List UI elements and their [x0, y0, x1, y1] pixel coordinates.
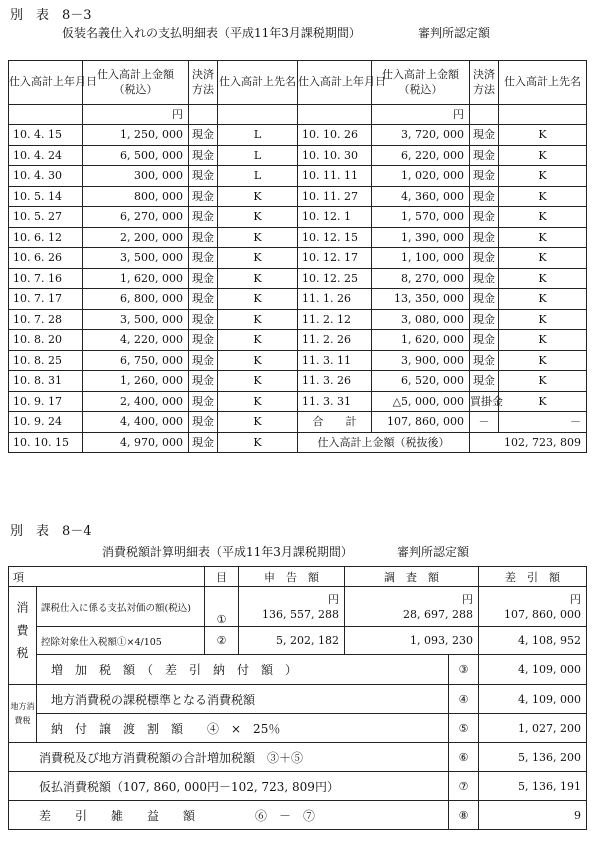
header-vendor: 仕入高計上先名 [218, 61, 298, 105]
row2-shinkoku: 5, 202, 182 [239, 627, 345, 655]
row2-sabiki: 4, 108, 952 [479, 627, 587, 655]
amount-cell: 6, 750, 000 [83, 350, 189, 371]
header-method: 決済 方法 [189, 61, 218, 105]
total-label: 合 計 [298, 412, 372, 433]
amount-cell: 4, 220, 000 [83, 330, 189, 351]
vendor-cell: L [218, 125, 298, 146]
amount-cell: 300, 000 [83, 166, 189, 187]
side-label-shohizei: 消費税 [9, 587, 37, 685]
payment-method-cell: 現金 [470, 330, 499, 351]
header-item: 項 [9, 567, 205, 587]
payment-method-cell: 現金 [470, 309, 499, 330]
table-row [9, 330, 587, 351]
row5-sabiki: 1, 027, 200 [479, 714, 587, 743]
vendor-cell: K [218, 391, 298, 412]
note-8-3: 審判所認定額 [418, 26, 491, 40]
row1-sabiki: 円 107, 860, 000 [479, 587, 587, 627]
date-cell: 10. 12. 17 [298, 248, 372, 269]
unit-yen: 円 [372, 105, 470, 125]
amount-cell: 4, 400, 000 [83, 412, 189, 433]
unit-row [9, 105, 587, 125]
amount-cell: 1, 390, 000 [372, 227, 470, 248]
vendor-cell: K [499, 391, 587, 412]
section-label-8-3: 別 表 8－3 [10, 8, 92, 23]
payment-method-cell: 現金 [470, 166, 499, 187]
header-date: 仕入高計上年月日 [9, 61, 83, 105]
payment-method-cell: 現金 [470, 186, 499, 207]
payment-method-cell: 現金 [189, 268, 218, 289]
header-vendor: 仕入高計上先名 [499, 61, 587, 105]
table-row [9, 248, 587, 269]
amount-cell: 1, 620, 000 [372, 330, 470, 351]
side-label-chiho: 地方消費税 [9, 685, 37, 743]
amount-cell: 800, 000 [83, 186, 189, 207]
payment-method-cell: 現金 [189, 186, 218, 207]
table-row [9, 186, 587, 207]
date-cell: 10. 5. 27 [9, 207, 83, 228]
header-date: 仕入高計上年月日 [298, 61, 372, 105]
amount-cell: 1, 620, 000 [83, 268, 189, 289]
date-cell: 10. 11. 11 [298, 166, 372, 187]
total-amount: 107, 860, 000 [372, 412, 470, 433]
row5-label: 納 付 譲 渡 割 額 ④ × 25％ [37, 714, 449, 743]
amount-cell: 1, 250, 000 [83, 125, 189, 146]
amount-cell: 13, 350, 000 [372, 289, 470, 310]
net-amount-row [9, 432, 587, 453]
date-cell: 10. 8. 25 [9, 350, 83, 371]
row7-label: 仮払消費税額（107, 860, 000円－102, 723, 809円） [9, 772, 449, 801]
header-method: 決済 方法 [470, 61, 499, 105]
row3-label: 増 加 税 額 （ 差 引 納 付 額 ） [37, 655, 449, 685]
date-cell: 10. 9. 17 [9, 391, 83, 412]
row6-num: ⑥ [449, 743, 479, 772]
amount-cell: 6, 220, 000 [372, 145, 470, 166]
vendor-cell: L [218, 166, 298, 187]
vendor-cell: K [499, 350, 587, 371]
date-cell: 10. 10. 30 [298, 145, 372, 166]
date-cell: 10. 4. 15 [9, 125, 83, 146]
date-cell: 10. 10. 15 [9, 432, 83, 453]
payment-method-cell: 現金 [189, 412, 218, 433]
header-shinkoku: 申 告 額 [239, 567, 345, 587]
table-row [9, 268, 587, 289]
net-amount-label: 仕入高計上金額（税抜後） [298, 432, 470, 453]
payment-method-cell: 現金 [189, 227, 218, 248]
row3-sabiki: 4, 109, 000 [479, 655, 587, 685]
amount-cell: 4, 360, 000 [372, 186, 470, 207]
total-method-dash: － [470, 412, 499, 433]
amount-cell: 3, 500, 000 [83, 309, 189, 330]
payment-method-cell: 買掛金 [470, 391, 499, 412]
payment-method-cell: 現金 [189, 125, 218, 146]
row4-sabiki: 4, 109, 000 [479, 685, 587, 714]
amount-cell: 6, 800, 000 [83, 289, 189, 310]
amount-cell: 1, 570, 000 [372, 207, 470, 228]
payment-method-cell: 現金 [470, 145, 499, 166]
consumption-tax-table [8, 566, 587, 830]
header-sabiki: 差 引 額 [479, 567, 587, 587]
amount-cell: 1, 100, 000 [372, 248, 470, 269]
table-row [9, 145, 587, 166]
row2-label: 控除対象仕入税額①×4/105 [37, 627, 205, 655]
table-row [9, 207, 587, 228]
amount-cell: 2, 400, 000 [83, 391, 189, 412]
amount-cell: 3, 900, 000 [372, 350, 470, 371]
row4-label: 地方消費税の課税標準となる消費税額 [37, 685, 449, 714]
vendor-cell: K [218, 432, 298, 453]
amount-cell: 2, 200, 000 [83, 227, 189, 248]
section-label-8-4: 別 表 8－4 [10, 524, 92, 539]
table-row [9, 289, 587, 310]
row6-sabiki: 5, 136, 200 [479, 743, 587, 772]
payment-method-cell: 現金 [470, 350, 499, 371]
table-row [9, 350, 587, 371]
vendor-cell: K [218, 289, 298, 310]
total-vendor-dash: － [499, 412, 587, 433]
row2-num: ② [205, 627, 239, 655]
date-cell: 11. 2. 12 [298, 309, 372, 330]
vendor-cell: K [499, 227, 587, 248]
row6-label: 消費税及び地方消費税額の合計増加税額 ③＋⑤ [9, 743, 449, 772]
row7-num: ⑦ [449, 772, 479, 801]
payment-method-cell: 現金 [189, 330, 218, 351]
date-cell: 10. 11. 27 [298, 186, 372, 207]
row2-chosa: 1, 093, 230 [345, 627, 479, 655]
header-amount: 仕入高計上金額 （税込） [372, 61, 470, 105]
amount-cell: 3, 080, 000 [372, 309, 470, 330]
row7-sabiki: 5, 136, 191 [479, 772, 587, 801]
payment-method-cell: 現金 [189, 391, 218, 412]
date-cell: 10. 7. 16 [9, 268, 83, 289]
vendor-cell: K [499, 145, 587, 166]
payment-method-cell: 現金 [189, 166, 218, 187]
vendor-cell: K [499, 186, 587, 207]
vendor-cell: K [499, 125, 587, 146]
date-cell: 10. 5. 14 [9, 186, 83, 207]
amount-cell: 8, 270, 000 [372, 268, 470, 289]
amount-cell: 6, 270, 000 [83, 207, 189, 228]
date-cell: 10. 10. 26 [298, 125, 372, 146]
date-cell: 11. 3. 11 [298, 350, 372, 371]
date-cell: 10. 4. 24 [9, 145, 83, 166]
payment-method-cell: 現金 [470, 248, 499, 269]
row1-chosa: 円 28, 697, 288 [345, 587, 479, 627]
row5-num: ⑤ [449, 714, 479, 743]
payment-method-cell: 現金 [470, 371, 499, 392]
vendor-cell: K [499, 166, 587, 187]
row8-sabiki: 9 [479, 801, 587, 830]
header-amount: 仕入高計上金額 （税込） [83, 61, 189, 105]
note-8-4: 審判所認定額 [397, 545, 470, 559]
payment-method-cell: 現金 [189, 145, 218, 166]
payment-method-cell: 現金 [470, 289, 499, 310]
payment-method-cell: 現金 [470, 268, 499, 289]
payment-method-cell: 現金 [189, 350, 218, 371]
header-moku: 目 [205, 567, 239, 587]
payment-method-cell: 現金 [189, 248, 218, 269]
vendor-cell: K [218, 309, 298, 330]
table-row [9, 371, 587, 392]
payment-method-cell: 現金 [470, 227, 499, 248]
date-cell: 11. 1. 26 [298, 289, 372, 310]
vendor-cell: K [218, 268, 298, 289]
payment-method-cell: 現金 [189, 289, 218, 310]
purchase-payment-table [8, 60, 587, 453]
vendor-cell: K [218, 412, 298, 433]
amount-cell: 1, 260, 000 [83, 371, 189, 392]
amount-cell: 1, 020, 000 [372, 166, 470, 187]
amount-cell: 3, 720, 000 [372, 125, 470, 146]
table-row [9, 309, 587, 330]
vendor-cell: K [218, 227, 298, 248]
row1-shinkoku: 円 136, 557, 288 [239, 587, 345, 627]
date-cell: 10. 7. 28 [9, 309, 83, 330]
vendor-cell: K [499, 371, 587, 392]
table-row [9, 227, 587, 248]
vendor-cell: K [499, 289, 587, 310]
vendor-cell: K [218, 371, 298, 392]
vendor-cell: K [499, 330, 587, 351]
vendor-cell: K [499, 268, 587, 289]
vendor-cell: K [499, 309, 587, 330]
date-cell: 10. 12. 1 [298, 207, 372, 228]
vendor-cell: K [218, 330, 298, 351]
row4-num: ④ [449, 685, 479, 714]
date-cell: 10. 12. 25 [298, 268, 372, 289]
payment-method-cell: 現金 [189, 207, 218, 228]
table-row [9, 391, 587, 412]
date-cell: 10. 6. 12 [9, 227, 83, 248]
amount-cell: 6, 520, 000 [372, 371, 470, 392]
date-cell: 10. 7. 17 [9, 289, 83, 310]
table-row [9, 125, 587, 146]
date-cell: 10. 6. 26 [9, 248, 83, 269]
amount-cell: 3, 500, 000 [83, 248, 189, 269]
row8-num: ⑧ [449, 801, 479, 830]
date-cell: 11. 3. 31 [298, 391, 372, 412]
vendor-cell: K [218, 350, 298, 371]
payment-method-cell: 現金 [189, 371, 218, 392]
header-chosa: 調 査 額 [345, 567, 479, 587]
unit-yen: 円 [83, 105, 189, 125]
payment-method-cell: 現金 [470, 207, 499, 228]
date-cell: 11. 2. 26 [298, 330, 372, 351]
date-cell: 11. 3. 26 [298, 371, 372, 392]
row1-num: ① [205, 587, 239, 627]
vendor-cell: K [499, 248, 587, 269]
table-title-8-3: 仮装名義仕入れの支払明細表（平成11年3月課税期間） [62, 26, 361, 40]
vendor-cell: K [218, 186, 298, 207]
date-cell: 10. 8. 31 [9, 371, 83, 392]
vendor-cell: K [499, 207, 587, 228]
net-amount-value: 102, 723, 809 [470, 432, 587, 453]
amount-cell: △5, 000, 000 [372, 391, 470, 412]
total-row [9, 412, 587, 433]
payment-method-cell: 現金 [470, 125, 499, 146]
row8-label: 差 引 雑 益 額 ⑥ － ⑦ [9, 801, 449, 830]
vendor-cell: K [218, 207, 298, 228]
amount-cell: 6, 500, 000 [83, 145, 189, 166]
table-row [9, 166, 587, 187]
vendor-cell: L [218, 145, 298, 166]
amount-cell: 4, 970, 000 [83, 432, 189, 453]
date-cell: 10. 8. 20 [9, 330, 83, 351]
row1-label: 課税仕入に係る支払対価の額(税込) [37, 587, 205, 627]
vendor-cell: K [218, 248, 298, 269]
table-title-8-4: 消費税額計算明細表（平成11年3月課税期間） [102, 545, 353, 559]
date-cell: 10. 9. 24 [9, 412, 83, 433]
date-cell: 10. 12. 15 [298, 227, 372, 248]
payment-method-cell: 現金 [189, 309, 218, 330]
payment-method-cell: 現金 [189, 432, 218, 453]
date-cell: 10. 4. 30 [9, 166, 83, 187]
row3-num: ③ [449, 655, 479, 685]
